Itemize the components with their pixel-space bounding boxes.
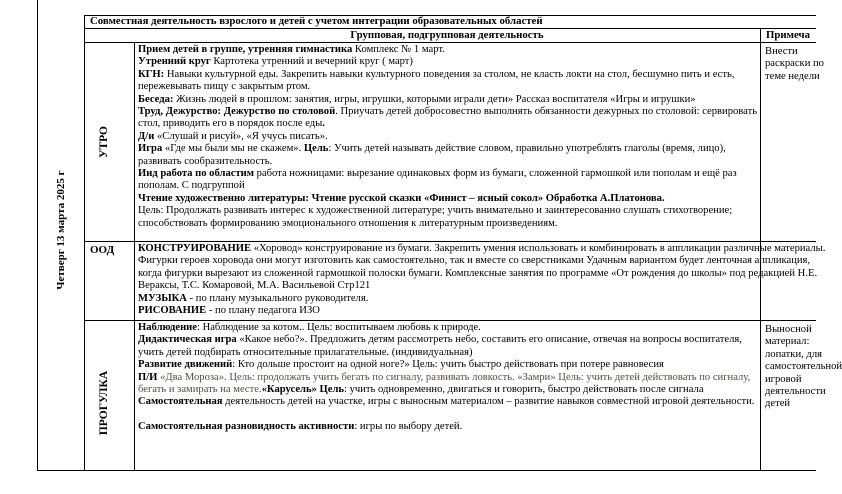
table-bottom-border xyxy=(37,470,816,471)
utro-bottom-border xyxy=(84,241,816,242)
progulka-observation: Наблюдение: Наблюдение за котом.. Цель: воспитываем любовь к природе. xyxy=(138,322,481,333)
utro-individual-work: Инд работа по областим работа ножницами: вырезание одинаковых форм из бумаги, сложенной гармошкой или пополам и ещё раз пополам. С подгруппой xyxy=(138,168,737,192)
progulka-independent: Самостоятельная деятельность детей на участке, игры с выносным материалом – развитие навыков совместной игровой деятельности. xyxy=(138,396,755,408)
ood-music: МУЗЫКА - по плану музыкального руководителя. xyxy=(138,292,369,304)
utro-didactic: Д/и «Слушай и рисуй», «Я учусь писать». xyxy=(138,130,328,142)
ood-drawing: РИСОВАНИЕ - по плану педагога ИЗО xyxy=(138,305,320,317)
group-activity-header: Групповая, подгрупповая деятельность xyxy=(350,29,544,41)
row-label-ood: ООД xyxy=(90,244,115,256)
progulka-free-activity: Самостоятельная разновидность активности: игры по выбору детей. xyxy=(138,421,463,433)
table-left-border xyxy=(37,0,38,470)
progulka-didactic: Дидактическая игра «Какое небо?». Предложить детям рассмотреть небо, составить его описание, отвечая на вопросы воспитателя, учить детей подбирать относительные прилагательные. (индивидуальная) xyxy=(138,334,742,358)
utro-content xyxy=(138,44,758,230)
progulka-movement: Развитие движений: Кто дольше простоит на одной ноге?» Цель: учить быстро действовать при потере равновесия xyxy=(138,359,664,371)
utro-game: Игра «Где мы были мы не скажем». Цель: Учить детей называть действие словом, правильно употреблять глаголы (время, лицо), развивать сообразительность. xyxy=(138,143,726,167)
utro-conversation: Беседа: Жизнь людей в прошлом: занятия, игры, игрушки, которыми играли дети» Рассказ воспитателя «Игры и игрушки» xyxy=(138,93,696,105)
utro-note: Внести раскраски по теме недели xyxy=(765,46,824,82)
label-column-border xyxy=(84,15,85,470)
ood-content xyxy=(138,243,828,317)
ood-construction: КОНСТРУИРОВАНИЕ «Хоровод» конструирование из бумаги. Закрепить умения использовать и комбинировать в аппликации различные материалы. Фигурки героев хоровода они могут изготовить как самостоятельно, так и вместе со сверстниками Удачным вариантом будет ленточная аппликация, когда фигурки вырезают из сложенной гармошкой полоски бумаги. Комплексные занятия по программе «От рождения до школы» под редакцией Н.Е. Вераксы, Т.С. Комаровой, М.А. Васильевой Стр121 xyxy=(138,243,826,292)
utro-duty: Труд, Дежурство: Дежурство по столовой. Приучать детей добросовестно выполнять обязанности дежурных по столовой: сервировать стол, приводить его в порядок после еды. xyxy=(138,106,758,130)
progulka-note: Выносной материал: лопатки, для самостоятельной игровой деятельности детей xyxy=(765,324,842,410)
progulka-outdoor-games: П/И «Два Мороза». Цель: продолжать учить бегать по сигналу, развивать ловкость. «Замри» Цель: учить детей действовать по сигналу, бегать и замирать на месте.«Карусель» Цель: учить одновременно, двигаться и говорить, быстро действовать после сигнала xyxy=(138,371,751,396)
utro-reading: Чтение художественно литературы: Чтение русской сказки «Финист – ясный сокол» Обработка А.Платонова. xyxy=(138,192,665,204)
day-label: Четверг 13 марта 2025 г xyxy=(55,170,67,290)
ood-bottom-border xyxy=(84,320,816,321)
utro-kgn: КГН: Навыки культурной еды. Закрепить навыки культурного поведения за столом, не класть локти на стол, бесшумно пить и есть, пережевывать пищу с закрытым ртом. xyxy=(138,68,735,93)
row-label-progulka: ПРОГУЛКА xyxy=(98,370,110,436)
header-bottom-border xyxy=(84,42,816,43)
utro-reception: Прием детей в группе, утренняя гимнастика Комплекс № 1 март. xyxy=(138,44,445,55)
utro-morning-circle: Утренний круг Картотека утренний и вечерний круг ( март) xyxy=(138,56,413,68)
utro-reading-goal: Цель: Продолжать развивать интерес к художественной литературе; учить внимательно и заинтересованно слушать стихотворение; способствовать формированию эмоционального отношения к литературным произведениям. xyxy=(138,205,733,229)
table-title: Совместная деятельность взрослого и детей с учетом интеграции образовательных областей xyxy=(90,15,543,27)
notes-header: Примеча xyxy=(766,29,810,41)
group-column-border xyxy=(134,42,135,470)
progulka-content xyxy=(138,322,758,434)
row-label-utro: УТРО xyxy=(98,126,110,159)
